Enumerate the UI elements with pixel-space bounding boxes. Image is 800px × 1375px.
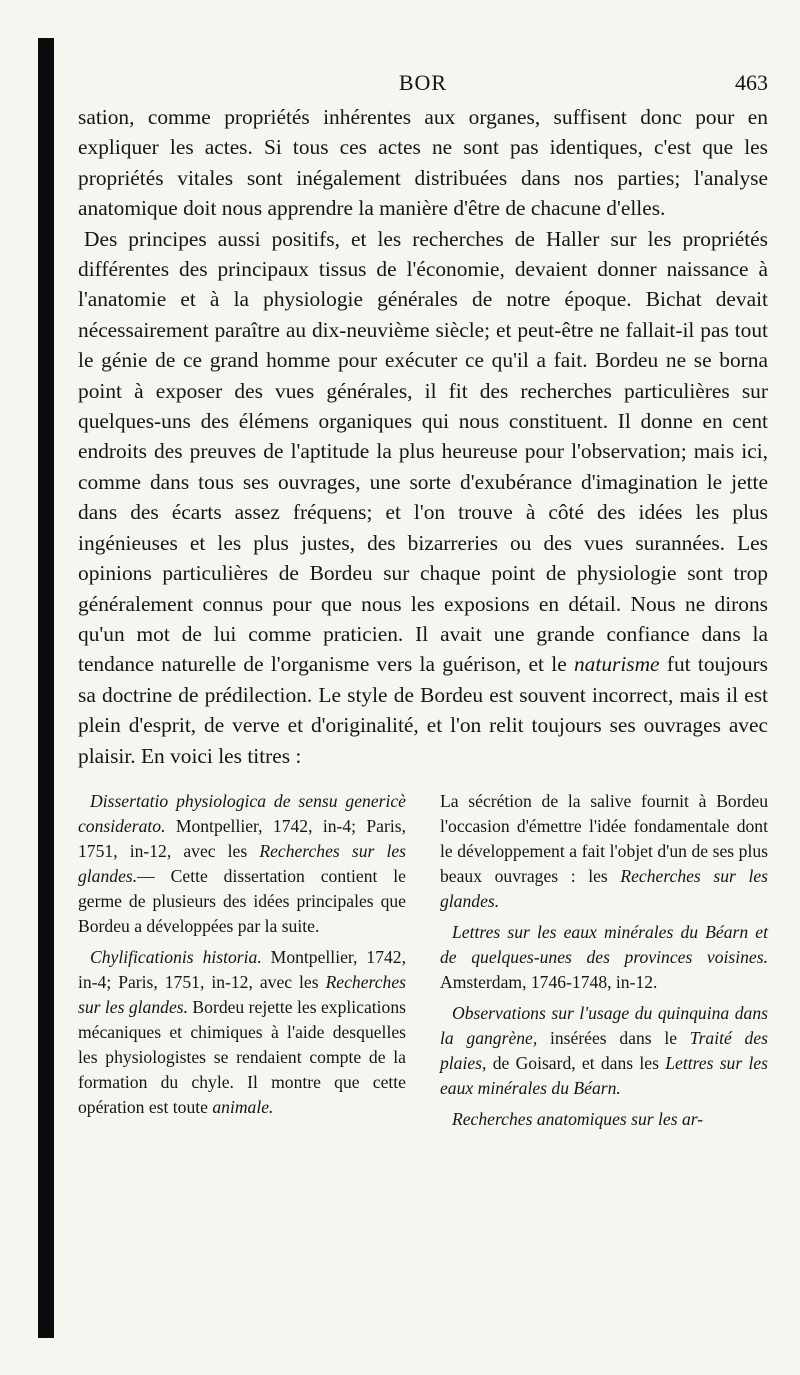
bibliography-entry-observations <box>440 1001 768 1101</box>
left-column <box>78 789 406 1138</box>
entry-italic-end: animale. <box>212 1096 274 1117</box>
running-head <box>78 70 768 102</box>
italic-naturisme: naturisme <box>573 652 660 677</box>
entry-details: Montpellier, 1742, in-4; Paris, 1751, in-12, avec les <box>78 946 406 992</box>
entry-italic-ref-2: Lettres sur les eaux minérales du Béarn. <box>440 1052 768 1098</box>
paragraph-continuation: sation, comme propriétés inhérentes aux organes, suffisent donc pour en expliquer les actes. Si tous ces actes ne sont pas identiques, c'est que les propriétés vitales sont inégalement distribuées dans nos parties; l'analyse anatomique doit nous apprendre la manière d'être de chacune d'elles. <box>78 105 768 221</box>
binding-edge-shadow <box>38 38 54 1338</box>
bibliography-note-salive <box>440 789 768 914</box>
paragraph-body: Des principes aussi positifs, et les recherches de Haller sur les propriétés différentes des principaux tissus de l'économie, devaient donner naissance à l'anatomie et à la physiologie générales de notre époque. Bichat devait nécessairement paraître au dix-neuvième siècle; et peut-être ne fallait-il pas tout le génie de ce grand homme pour exécuter ce qu'il a fait. Bordeu ne se borna point à exposer des vues générales, il fit des recherches particulières sur quelques-uns des élémens organiques qui nous constituent. Il donne en cent endroits des preuves de l'aptitude la plus heureuse pour l'observation; mais ici, comme dans tous ses ouvrages, une sorte d'exubérance d'imagination le jette dans des écarts assez fréquens; et l'on trouve à côté des idées les plus ingénieuses et les plus justes, des bizarreries ou des vues surannées. Les opinions particulières de Bordeu sur chaque point de physiologie sont trop généralement connus pour que nous les exposions en détail. Nous ne dirons qu'un mot de lui comme praticien. Il avait une grande confiance dans la tendance naturelle de l'organisme vers la guérison, et le <box>78 226 768 677</box>
main-text-block <box>78 102 768 771</box>
entry-details-2: de Goisard, et dans les <box>486 1052 666 1073</box>
bibliography-entry-dissertatio <box>78 789 406 939</box>
entry-italic-ref: Recherches sur les glandes. <box>78 971 406 1017</box>
entry-title: Chylificationis historia. <box>90 946 262 967</box>
entry-details: Montpellier, 1742, in-4; Paris, 1751, in-12, avec les <box>78 815 406 861</box>
entry-title: Observations sur l'usage du quinquina dans la gangrène, <box>440 1002 768 1048</box>
paragraph-tail: fut toujours sa doctrine de prédilection. Le style de Bordeu est souvent incorrect, mais il est plein d'esprit, de verve et d'originalité, et l'on relit toujours ses ouvrages avec plaisir. En voici les titres : <box>78 652 768 768</box>
running-head-title: BOR <box>398 70 448 95</box>
entry-italic-ref: Traité des plaies, <box>440 1027 768 1073</box>
book-page <box>78 70 768 1138</box>
bibliography-entry-lettres <box>440 920 768 995</box>
entry-title: Recherches anatomiques sur les ar- <box>452 1108 704 1129</box>
entry-note: Bordeu rejette les explications mécaniques et chimiques à l'aide desquelles les physiologistes se rendaient compte de la formation du chyle. Il montre que cette opération est toute <box>78 996 406 1117</box>
entry-italic-ref: Recherches sur les glandes. <box>78 840 407 886</box>
note-italic-ref: Recherches sur les glandes. <box>440 865 768 911</box>
bibliography-entry-chylificationis <box>78 945 406 1120</box>
entry-title: Lettres sur les eaux minérales du Béarn et de quelques-unes des provinces voisines. <box>440 921 768 967</box>
entry-details: Amsterdam, 1746-1748, in-12. <box>440 971 658 992</box>
page-number: 463 <box>735 70 768 95</box>
right-column <box>440 789 768 1138</box>
paragraph-bordeu-principles <box>78 224 768 771</box>
bibliography-entry-recherches-anatomiques <box>440 1107 768 1132</box>
bibliography-columns <box>78 789 768 1138</box>
entry-note: — Cette dissertation contient le germe de plusieurs des idées principales que Bordeu a développées par la suite. <box>78 865 406 936</box>
entry-details: insérées dans le <box>537 1027 690 1048</box>
entry-title: Dissertatio physiologica de sensu genericè considerato. <box>78 790 406 836</box>
note-text: La sécrétion de la salive fournit à Bordeu l'occasion d'émettre l'idée fondamentale dont le développement a fait l'objet d'un de ses plus beaux ouvrages : les <box>440 790 768 886</box>
